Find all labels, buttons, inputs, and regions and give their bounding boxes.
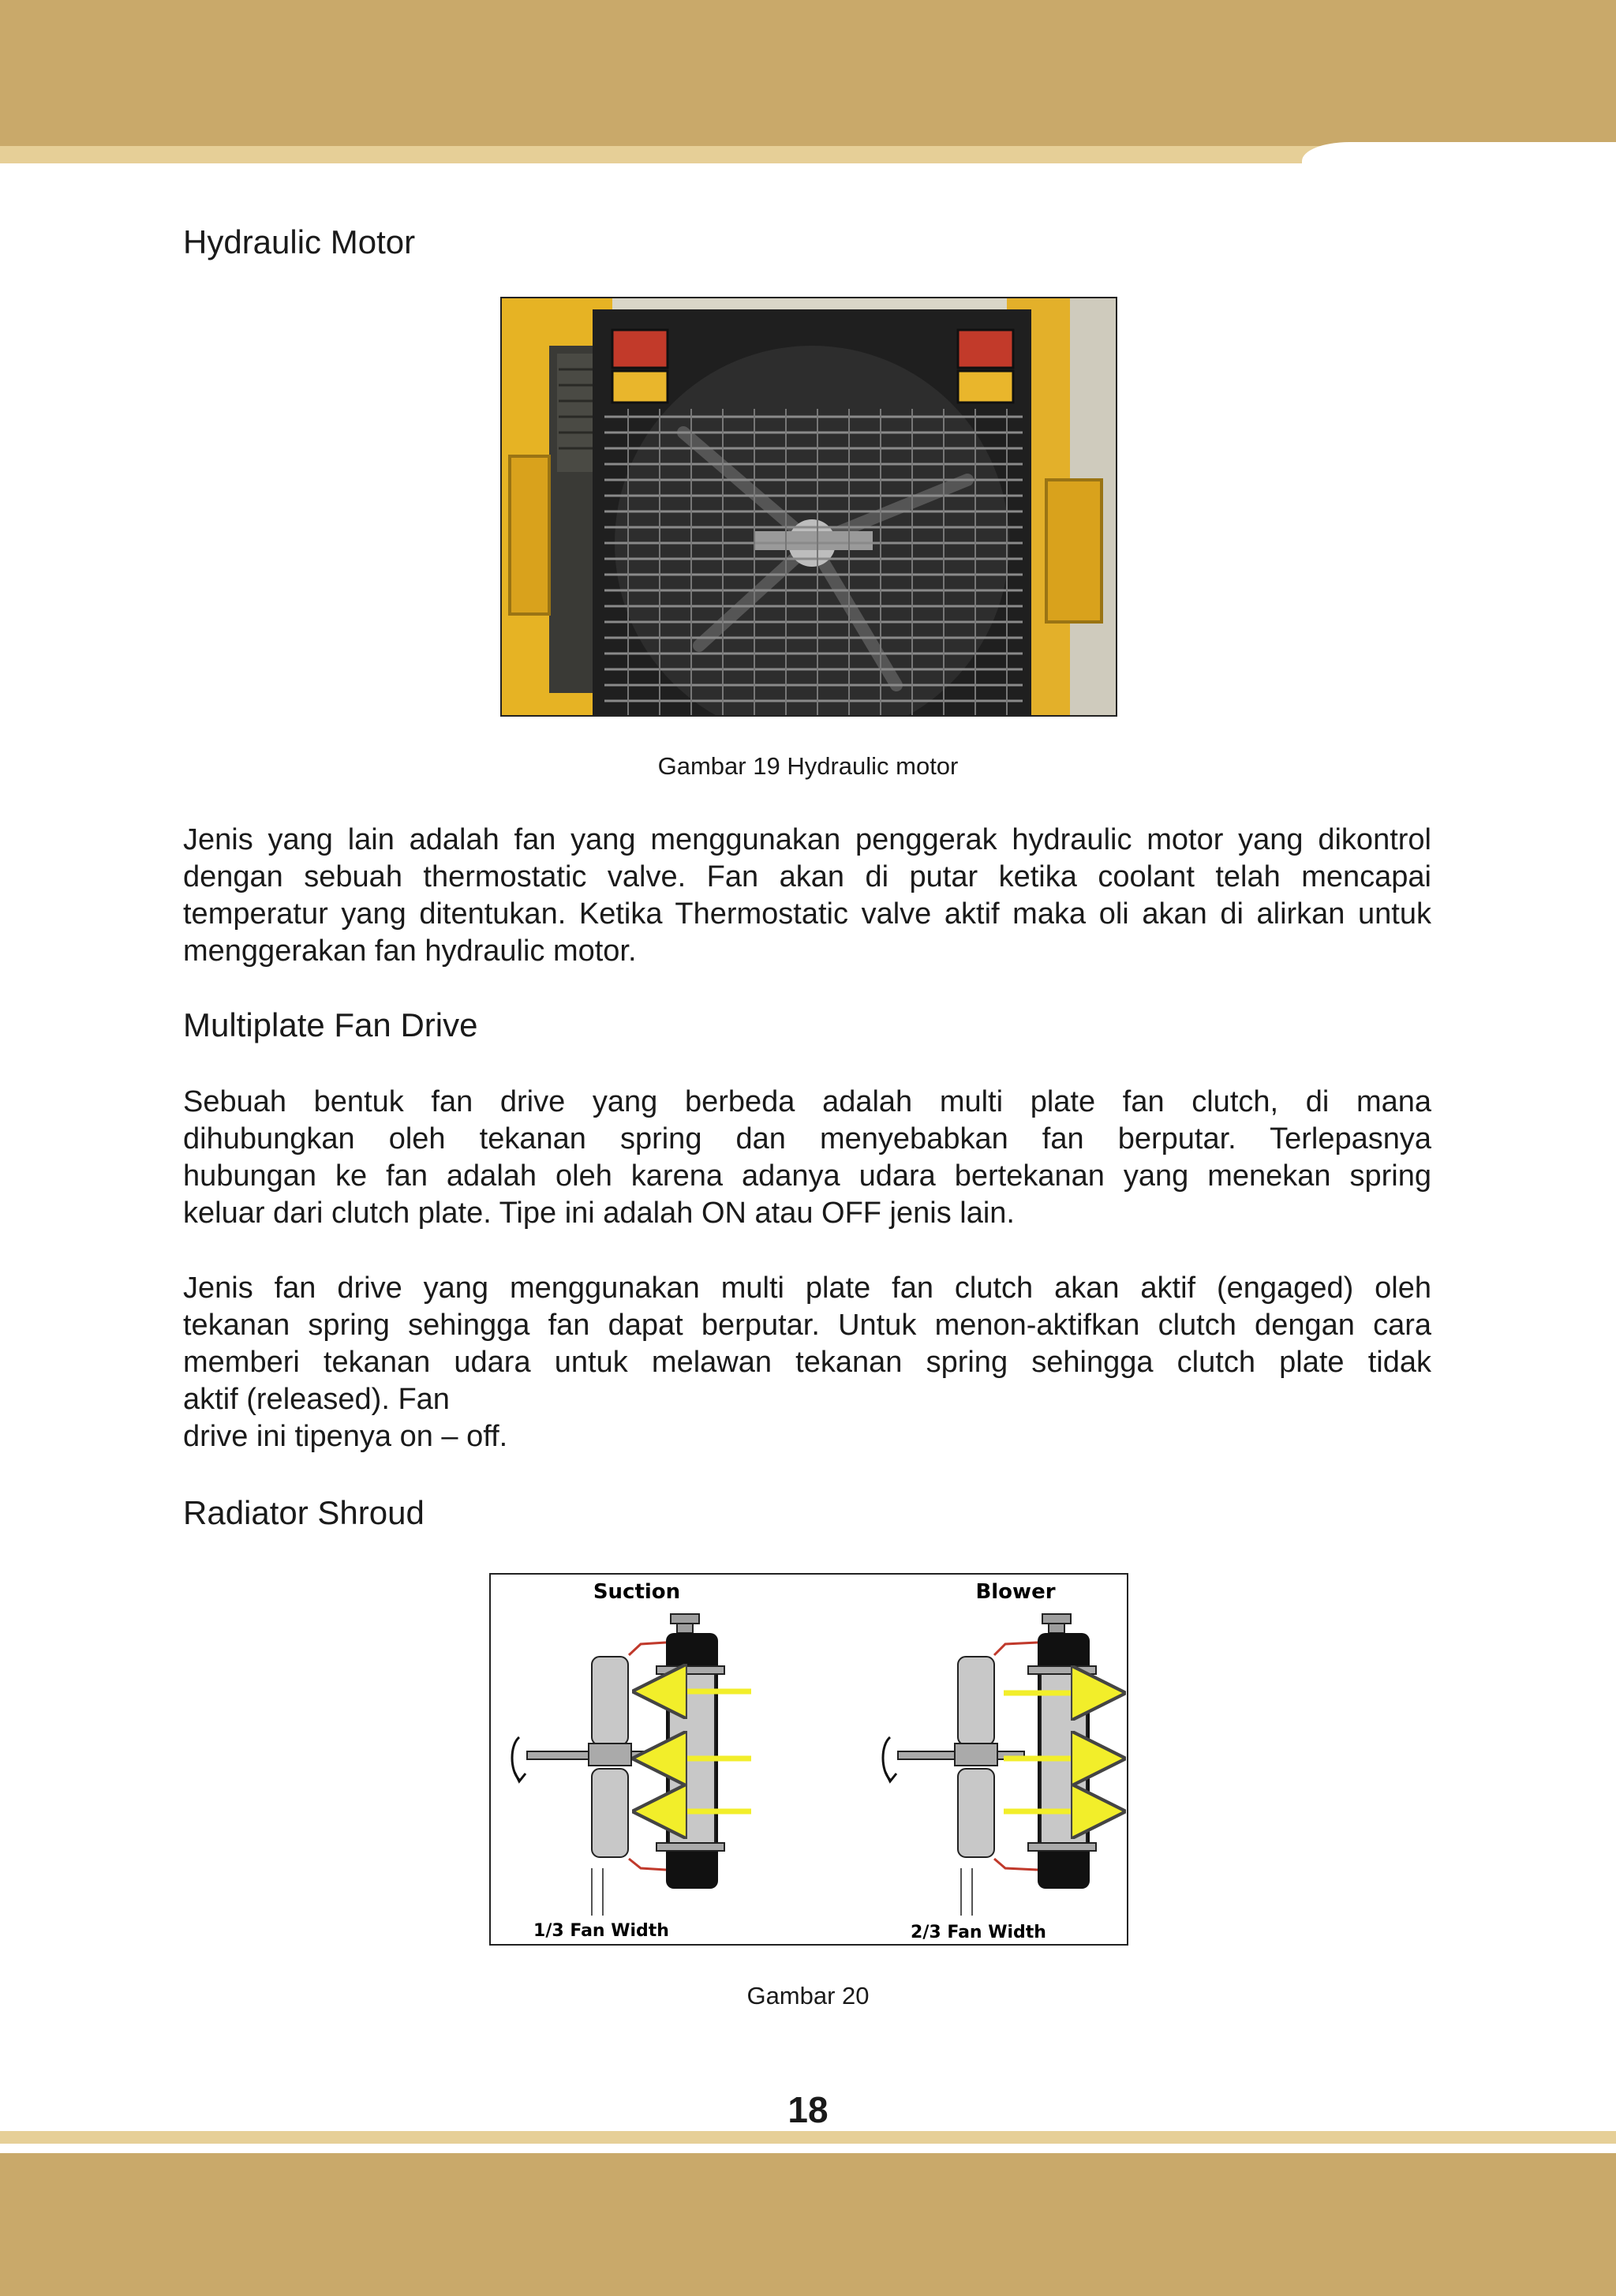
- section-heading-radiator-shroud: Radiator Shroud: [183, 1494, 425, 1531]
- text-line: Sebuah bentuk fan drive yang berbeda adalah multi plate fan clutch, di mana: [183, 1085, 1431, 1118]
- text-line: aktif (released). Fan: [183, 1383, 450, 1416]
- suction-label: Suction: [593, 1580, 681, 1604]
- blower-width-label: 2/3 Fan Width: [911, 1923, 1046, 1942]
- paragraph-multiplate-1: [183, 1084, 1431, 1232]
- suction-assembly: [512, 1614, 751, 1916]
- text-line: memberi tekanan udara untuk melawan tekanan spring sehingga clutch plate tidak: [183, 1346, 1431, 1379]
- text-line: keluar dari clutch plate. Tipe ini adalah ON atau OFF jenis lain.: [183, 1197, 1015, 1230]
- paragraph-hydraulic-motor: [183, 822, 1431, 970]
- paragraph-multiplate-2: [183, 1270, 1431, 1455]
- header-curve: [1302, 142, 1616, 166]
- page-number: 18: [787, 2089, 829, 2130]
- figure-caption-20: Gambar 20: [746, 1982, 870, 2009]
- blower-assembly: [883, 1614, 1098, 1916]
- text-line: hubungan ke fan adalah oleh karena adanya udara bertekanan yang menekan spring: [183, 1159, 1431, 1193]
- blower-label: Blower: [975, 1580, 1056, 1604]
- text-line: menggerakan fan hydraulic motor.: [183, 935, 637, 968]
- text-line: tekanan spring sehingga fan dapat berputar. Untuk menon-aktifkan clutch dengan cara: [183, 1309, 1431, 1342]
- header-stripe: [0, 146, 1341, 163]
- footer-stripe: [0, 2131, 1616, 2144]
- text-line: drive ini tipenya on – off.: [183, 1420, 508, 1453]
- hydraulic-motor-photo: [500, 297, 1117, 717]
- text-line: Jenis fan drive yang menggunakan multi plate fan clutch akan aktif (engaged) oleh: [183, 1272, 1431, 1305]
- text-line: dengan sebuah thermostatic valve. Fan akan di putar ketika coolant telah mencapai: [183, 860, 1431, 893]
- header-band: [0, 0, 1616, 146]
- figure-caption-19: Gambar 19 Hydraulic motor: [657, 752, 959, 780]
- section-heading-hydraulic-motor: Hydraulic Motor: [183, 223, 416, 260]
- suction-width-label: 1/3 Fan Width: [533, 1921, 669, 1941]
- radiator-shroud-diagram: [489, 1573, 1128, 1946]
- text-line: Jenis yang lain adalah fan yang menggunakan penggerak hydraulic motor yang dikontrol: [183, 823, 1431, 856]
- text-line: temperatur yang ditentukan. Ketika Thermostatic valve aktif maka oli akan di alirkan untuk: [183, 897, 1431, 931]
- footer-band: [0, 2153, 1616, 2296]
- text-line: dihubungkan oleh tekanan spring dan menyebabkan fan berputar. Terlepasnya: [183, 1122, 1431, 1155]
- section-heading-multiplate-fan-drive: Multiplate Fan Drive: [183, 1006, 478, 1043]
